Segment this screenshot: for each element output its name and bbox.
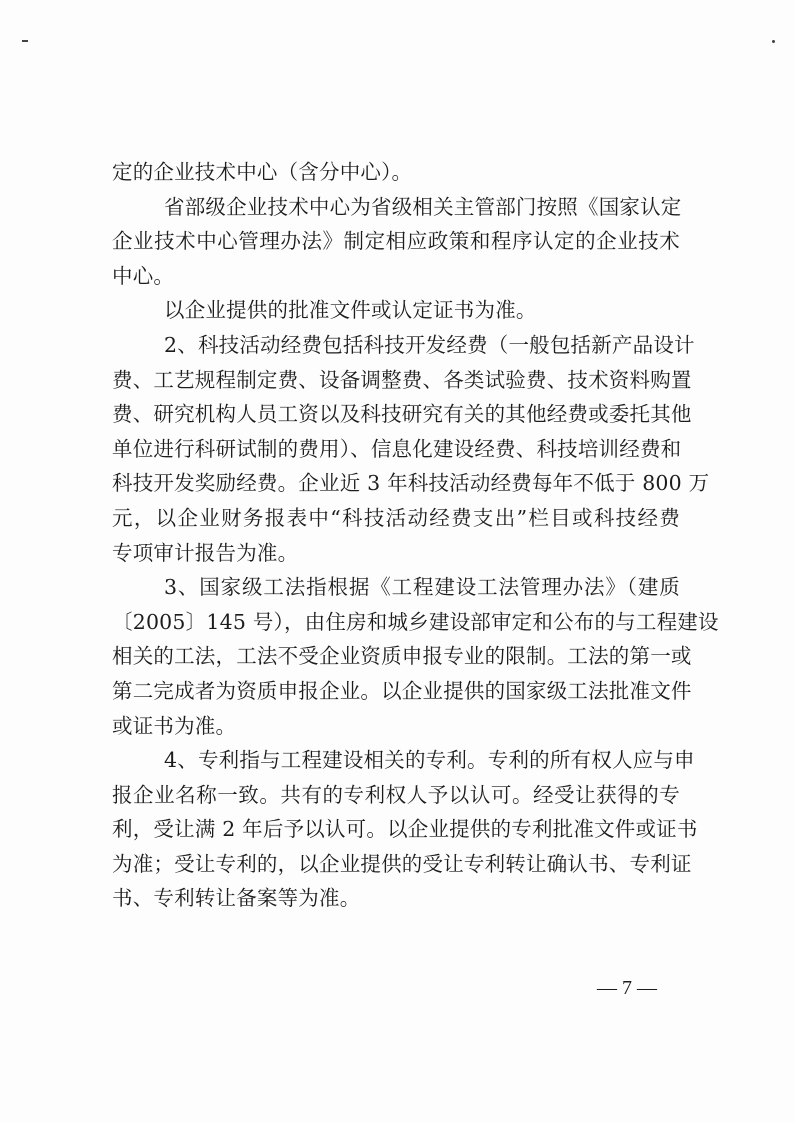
scan-mark-right xyxy=(772,40,775,43)
text-line: 以企业提供的批准文件或认定证书为准。 xyxy=(164,298,537,323)
page-number: — 7 — xyxy=(597,977,657,999)
text-line: 费、研究机构人员工资以及科技研究有关的其他经费或委托其他 xyxy=(112,402,692,427)
text-line: 4、专利指与工程建设相关的专利。专利的所有权人应与申 xyxy=(164,748,695,773)
text-line: 企业技术中心管理办法》制定相应政策和程序认定的企业技术 xyxy=(112,229,680,254)
text-line: 3、国家级工法指根据《工程建设工法管理办法》（建质 xyxy=(164,575,680,600)
text-line: 专项审计报告为准。 xyxy=(112,540,299,565)
text-line: 利，受让满 2 年后予以认可。以企业提供的专利批准文件或证书 xyxy=(112,817,698,842)
text-line: 第二完成者为资质申报企业。以企业提供的国家级工法批准文件 xyxy=(112,678,692,703)
text-line: 〔2005〕145 号），由住房和城乡建设部审定和公布的与工程建设 xyxy=(112,609,719,634)
text-line: 书、专利转让备案等为准。 xyxy=(112,886,361,911)
text-line: 科技开发奖励经费。企业近 3 年科技活动经费每年不低于 800 万 xyxy=(112,471,710,496)
text-line: 单位进行科研试制的费用）、信息化建设经费、科技培训经费和 xyxy=(112,436,682,461)
text-line: 费、工艺规程制定费、设备调整费、各类试验费、技术资料购置 xyxy=(112,367,692,392)
text-line: 元，以企业财务报表中“科技活动经费支出”栏目或科技经费 xyxy=(112,505,680,530)
text-line: 相关的工法，工法不受企业资质申报专业的限制。工法的第一或 xyxy=(112,644,692,669)
text-line: 省部级企业技术中心为省级相关主管部门按照《国家认定 xyxy=(164,194,682,219)
scan-mark-left xyxy=(22,40,28,42)
text-line: 或证书为准。 xyxy=(112,713,237,738)
text-line: 2、科技活动经费包括科技开发经费（一般包括新产品设计 xyxy=(164,332,695,357)
document-body xyxy=(112,155,719,916)
text-line: 定的企业技术中心（含分中心）。 xyxy=(112,160,413,184)
text-line: 中心。 xyxy=(112,263,175,288)
text-line: 为准；受让专利的，以企业提供的受让专利转让确认书、专利证 xyxy=(112,851,692,876)
text-line: 报企业名称一致。共有的专利权人予以认可。经受让获得的专 xyxy=(112,782,680,807)
